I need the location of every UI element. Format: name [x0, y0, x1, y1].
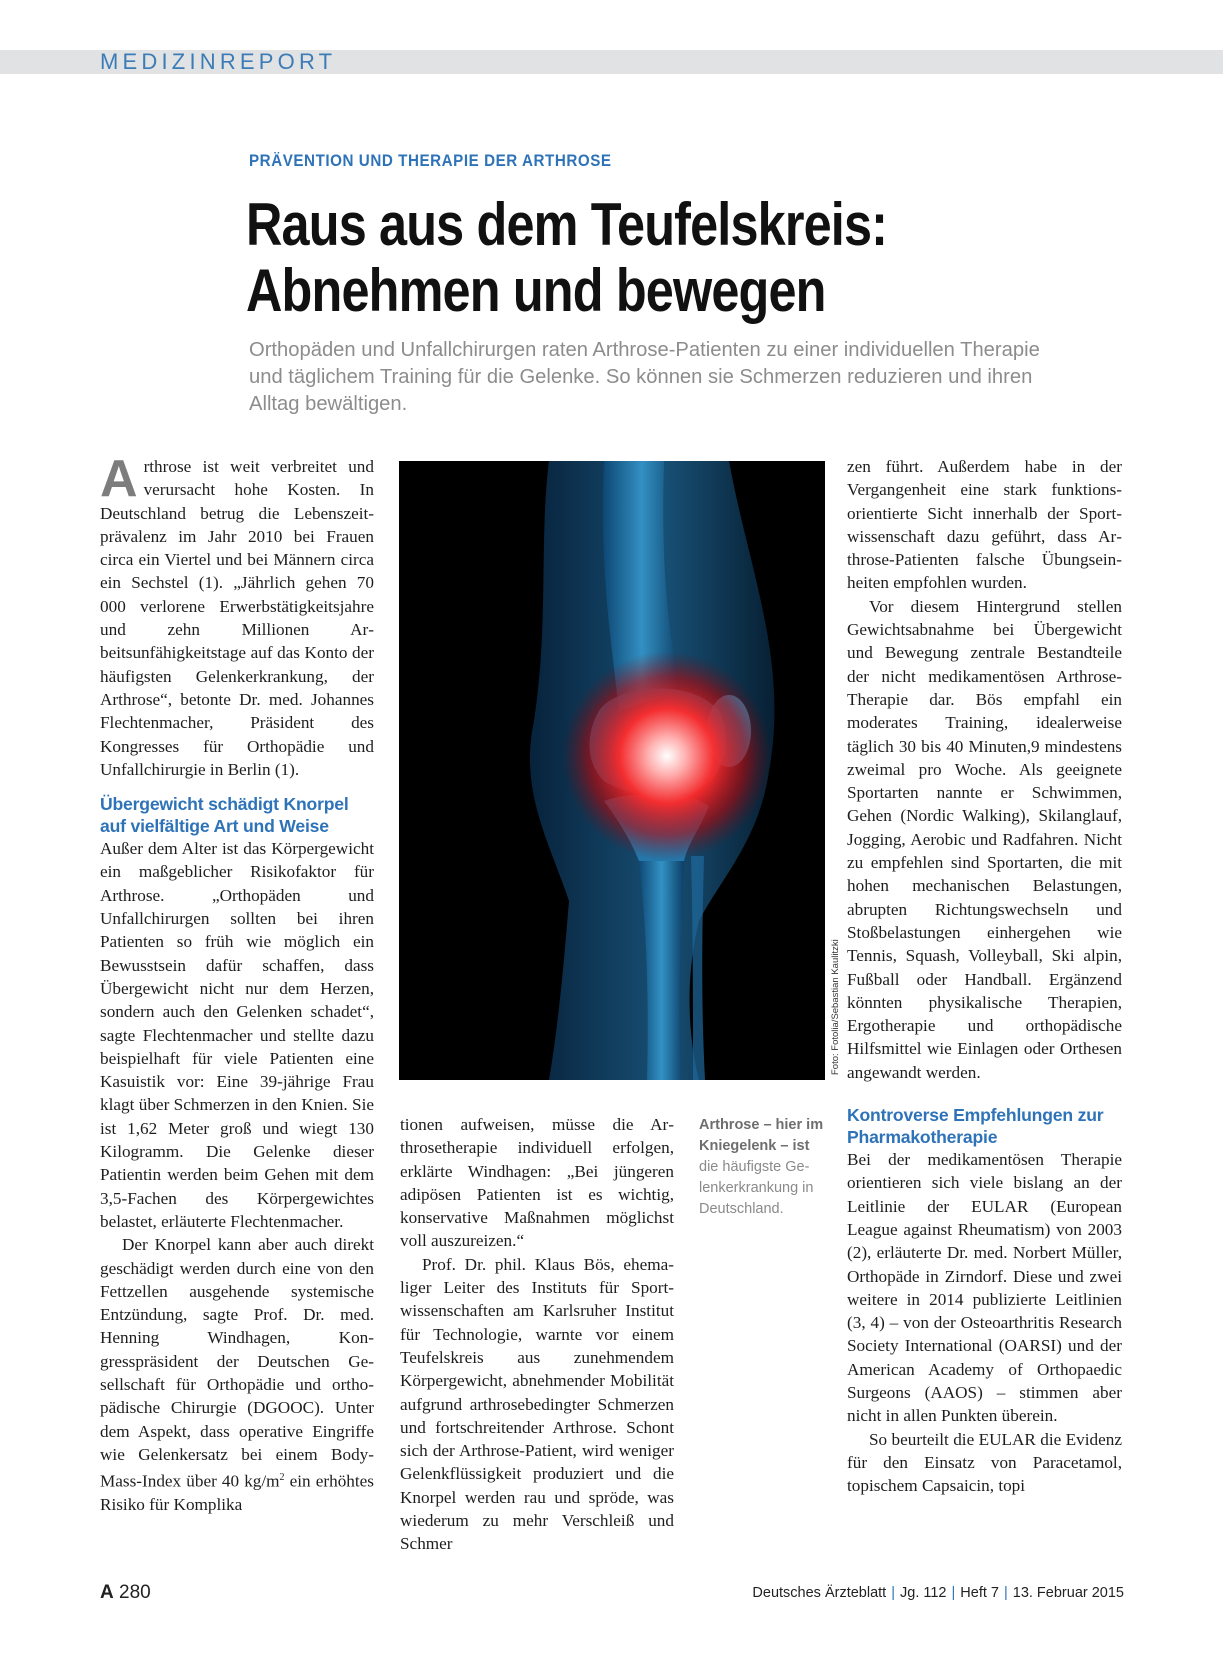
caption-text: die häufigste Gelenkerkrankung in Deutschland. — [699, 1159, 814, 1217]
paragraph-7: Vor diesem Hintergrund stellen Gewichtsabnahme bei Übergewicht und Bewegung zentrale Bestandteile der nicht medikamentösen Arthrose-Therapie dar. Bös empfahl ein moderates Training, idealerweise täglich 30 bis 40 Minuten,9 mindestens zweimal pro Woche. Als geeignete Sportarten nannte er Schwimmen, Gehen (Nordic Walking), Skilanglauf, Jogging, Aerobic und Radfahren. Nicht zu empfehlen sind Sportarten, die mit hohen mechanischen Belastungen, abrupten Richtungswechseln und Stoßbelastungen einhergehen wie Tennis, Squash, Volleyball, Ski alpin, Fußball oder Handball. Ergänzend könnten physikalische Therapien, Ergotherapie und orthopädische Hilfsmittel wie Einlagen oder Orthesen angewandt werden. — [847, 596, 1122, 1082]
paragraph-5: Prof. Dr. phil. Klaus Bös, ehemaliger Leiter des Instituts für Sportwissenschaften am Karlsruher Institut für Technologie, warnte vor einem Teufelskreis aus zunehmendem Körpergewicht, abnehmender Mobilität aufgrund arthrosebedingter Schmerzen und fortschreitender Arthrose. Schont sich der Arthrose-Patient, wird weniger Gelenkflüssigkeit produziert und die Knorpel werden rau und spröde, was wiederum zu mehr Verschleiß und Schmer — [400, 1254, 674, 1554]
paragraph-1 — [100, 450, 374, 781]
column-2 — [400, 1113, 674, 1556]
journal-name: Deutsches Ärzteblatt — [752, 1585, 887, 1601]
journal-footer — [752, 1585, 1124, 1601]
paragraph-1-text: rthrose ist weit verbreitet und verursacht hohe Kosten. In Deutschland betrug die Lebenszeitprävalenz im Jahr 2010 bei Frauen circa ein Viertel und bei Männern circa ein Sechstel (1). „Jährlich gehen 70 000 verlorene Erwerbstätigkeitsjahre und zehn Millionen Arbeitsunfähigkeitstage auf das Konto der häufigsten Gelenkerkrankung, der Arthrose“, betonte Dr. med. Johannes Flechtenmacher, Präsident des Kongresses für Orthopädie und Unfallchirurgie in Berlin (1). — [100, 457, 374, 779]
paragraph-8: Bei der medikamentösen Therapie orientieren sich viele bislang an der Leitlinie der EULAR (European League against Rheumatism) von 2003 (2), erläuterte Dr. med. Norbert Müller, Orthopäde in Zirndorf. Diese und zwei weitere in 2014 publizierte Leitlinien (3, 4) – von der Osteoarthritis Research Society International (OARSI) und der American Academy of Orthopaedic Surgeons (AAOS) – stimmen aber nicht in allen Punkten überein. — [847, 1150, 1122, 1426]
knee-xray-image — [399, 461, 825, 1080]
paragraph-4: tionen aufweisen, müsse die Arthrosetherapie individuell erfolgen, erklärte Windhagen: „Bei jüngeren adipösen Patienten ist es wichtig, konservative Maßnahmen möglichst voll auszureizen.“ — [400, 1115, 674, 1251]
paragraph-3 — [100, 1233, 374, 1516]
caption-bold: Arthrose – hier im Kniegelenk – ist — [699, 1117, 824, 1154]
headline-line-1: Raus aus dem Teufelskreis: — [246, 191, 888, 258]
article-headline — [246, 192, 887, 324]
superscript: 2 — [279, 1472, 285, 1484]
journal-volume: Jg. 112 — [900, 1585, 947, 1601]
folio-page: 280 — [119, 1582, 151, 1603]
headline-line-2: Abnehmen und bewegen — [246, 257, 826, 324]
folio-prefix: A — [100, 1582, 114, 1603]
paragraph-2: Außer dem Alter ist das Körpergewicht ein maßgeblicher Risikofaktor für Arthrose. „Orthopäden und Unfallchirurgen sollten bei ihren Patienten so früh wie möglich ein Bewusstsein dafür schaffen, dass Übergewicht nicht nur dem Herzen, sondern auch den Gelenken schadet“, sagte Flechtenmacher und stellte dazu beispielhaft für viele Patienten eine Kasuistik vor: Eine 39-jährige Frau klagt über Schmerzen in den Knien. Sie ist 1,62 Meter groß und wiegt 130 Kilogramm. Die Gelenke dieser Patientin werden beim Gehen mit dem 3,5-Fachen des Körpergewichtes belastet, erläuterte Flechtenmacher. — [100, 839, 374, 1231]
paragraph-6: zen führt. Außerdem habe in der Vergangenheit eine stark funktionsorientierte Sicht innerhalb der Sportwissenschaft dazu geführt, dass Arthrose-Patienten falsche Übungseinheiten empfohlen wurden. — [847, 457, 1122, 593]
paragraph-9: So beurteilt die EULAR die Evidenz für den Einsatz von Paracetamol, topischem Capsaicin, topi — [847, 1429, 1122, 1496]
column-1 — [100, 450, 374, 1517]
page-number — [100, 1582, 151, 1604]
footer-separator: | — [1003, 1585, 1008, 1601]
article-lead: Orthopäden und Unfallchirurgen raten Arthrose-Patienten zu einer individuellen Therapie und täglichem Training für die Gelenke. So können sie Schmerzen reduzieren und ihren Alltag bewältigen. — [249, 339, 1040, 415]
section-label: MEDIZINREPORT — [100, 49, 337, 74]
paragraph-3-end: ein erhöhtes Risiko für Komplika — [100, 1471, 374, 1515]
paragraph-3-text: Der Knorpel kann aber auch direkt geschädigt werden durch eine von den Fettzellen ausgehende systemische Entzündung, sagte Prof. Dr. med. Henning Windhagen, Kongresspräsident der Deutschen Gesellschaft für Orthopädie und orthopädische Chirurgie (DGOOC). Unter dem Aspekt, dass operative Eingriffe wie Gelenkersatz bei einem Body-Mass-Index über 40 kg/m — [100, 1235, 374, 1491]
subheading-1: Übergewicht schädigt Knorpel auf vielfältige Art und Weise — [100, 794, 349, 837]
figure-caption — [699, 1115, 829, 1220]
drop-cap: A — [100, 450, 138, 508]
photo-credit: Foto: Fotolia/Sebastian Kaulitzki — [830, 939, 841, 1075]
subheading-2: Kontroverse Empfehlungen zur Pharmakotherapie — [847, 1105, 1104, 1148]
journal-issue: Heft 7 — [960, 1585, 999, 1601]
knee-illustration — [399, 461, 825, 1080]
article-kicker: PRÄVENTION UND THERAPIE DER ARTHROSE — [249, 152, 612, 170]
journal-date: 13. Februar 2015 — [1012, 1585, 1124, 1601]
footer-separator: | — [951, 1585, 956, 1601]
footer-separator: | — [891, 1585, 895, 1601]
column-3 — [847, 455, 1122, 1497]
